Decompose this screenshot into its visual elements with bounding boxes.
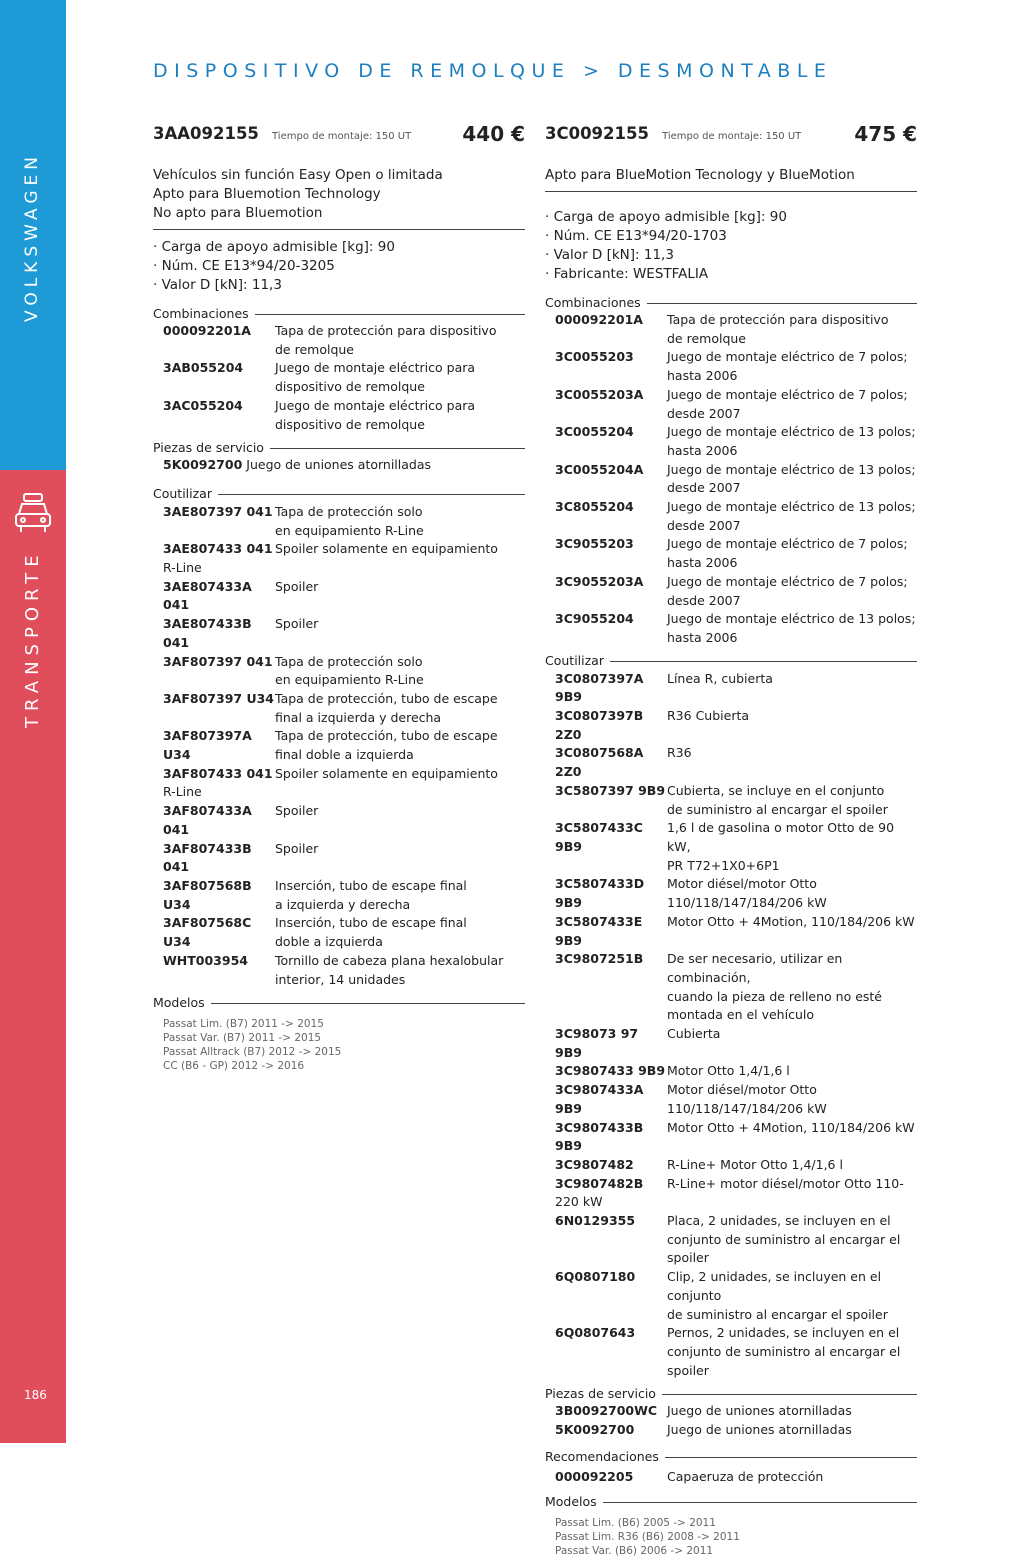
list-item [545, 1119, 917, 1156]
part-desc: Spoiler solamente en equipamiento [275, 765, 498, 781]
part-desc: Motor diésel/motor Otto [667, 1082, 817, 1098]
spec-item: · Valor D [kN]: 11,3 [153, 276, 525, 295]
models-list [153, 1017, 525, 1073]
part-desc: Motor Otto + 4Motion, 110/184/206 kW [667, 913, 915, 929]
part-number: 3C0807397A 9B9 [555, 670, 644, 705]
list-item [153, 952, 525, 989]
spec-item: · Fabricante: WESTFALIA [545, 265, 917, 284]
list-item [545, 1062, 917, 1081]
part-number: 5K0092700 [163, 457, 243, 473]
section-recomendaciones [545, 1448, 917, 1466]
part-desc: Juego de uniones atornilladas [246, 457, 432, 473]
list-item [545, 1421, 917, 1440]
divider [545, 191, 917, 192]
part-number: 3C9807433B 9B9 [555, 1119, 644, 1154]
list-item [545, 461, 917, 498]
part-desc: desde 2007 [667, 405, 741, 421]
product-description [545, 166, 917, 185]
part-number: 3C5807433D 9B9 [555, 876, 645, 911]
part-number: 3C9807433A 9B9 [555, 1082, 644, 1116]
model-item: Passat Lim. R36 (B6) 2008 -> 2011 [555, 1531, 740, 1544]
part-number: 3C9807482B [555, 1175, 644, 1191]
part-number: 3AF807433 041 [163, 765, 273, 781]
list-item [153, 653, 525, 690]
section-label: Combinaciones [153, 305, 249, 321]
list-item [153, 840, 525, 877]
part-number: 3AF807397A U34 [163, 728, 252, 763]
model-item: Passat Lim. (B6) 2005 -> 2011 [555, 1517, 716, 1530]
product-code: 3AA092155 [153, 124, 259, 143]
section-modelos [545, 1492, 917, 1510]
list-item [545, 819, 917, 875]
section-label: Coutilizar [545, 653, 604, 669]
list-item [153, 540, 525, 559]
list-item [545, 1212, 917, 1268]
spec-item: · Núm. CE E13*94/20-3205 [153, 257, 525, 276]
list-item [545, 1468, 917, 1487]
combinaciones-list [153, 322, 525, 434]
list-item [545, 1324, 917, 1380]
part-desc: final doble a izquierda [275, 747, 414, 763]
recomendaciones-list [545, 1468, 917, 1487]
part-number: 3C0055204A [555, 461, 644, 477]
part-desc: Juego de montaje eléctrico de 13 polos; [667, 424, 916, 440]
part-desc: R36 Cubierta [667, 708, 750, 724]
part-desc: De ser necesario, utilizar en combinación, [667, 951, 843, 985]
spec-item: · Núm. CE E13*94/20-1703 [545, 227, 917, 246]
part-desc: Juego de montaje eléctrico de 7 polos; [667, 349, 908, 365]
part-number: 3B0092700WC [555, 1403, 658, 1419]
spec-list [545, 208, 917, 284]
part-number: WHT003954 [163, 952, 248, 968]
part-desc: Placa, 2 unidades, se incluyen en el [667, 1213, 891, 1229]
part-desc: Inserción, tubo de escape final [275, 915, 467, 931]
list-item [545, 707, 917, 744]
page-title: DISPOSITIVO DE REMOLQUE > DESMONTABLE [153, 60, 833, 82]
part-number: 3AF807568B U34 [163, 877, 252, 912]
part-desc: Tapa de protección, tubo de escape [275, 728, 498, 744]
part-number: 3C0055204 [555, 424, 634, 440]
part-desc: Spoiler [275, 803, 319, 819]
list-item [545, 950, 917, 1025]
part-desc: R-Line+ Motor Otto 1,4/1,6 l [667, 1156, 843, 1172]
model-item: Passat Lim. (B7) 2011 -> 2015 [163, 1018, 324, 1031]
part-desc: Pernos, 2 unidades, se incluyen en el [667, 1325, 900, 1341]
part-desc: en equipamiento R-Line [275, 522, 424, 538]
part-desc: Tapa de protección solo [275, 503, 423, 519]
part-number: 6Q0807180 [555, 1269, 636, 1285]
section-label: Modelos [153, 994, 205, 1010]
product-header [153, 124, 525, 150]
part-desc: R-Line+ motor diésel/motor Otto 110- [667, 1175, 904, 1191]
list-item [153, 503, 525, 540]
part-desc: Tapa de protección solo [275, 653, 423, 669]
part-number: 3AF807397 041 [163, 653, 273, 669]
part-desc: Juego de montaje eléctrico para [275, 397, 476, 413]
piezas-list [545, 1402, 917, 1439]
models-list [545, 1516, 917, 1558]
part-number: 3AF807397 U34 [163, 690, 274, 706]
product-code: 3C0092155 [545, 124, 649, 143]
part-desc: Motor Otto 1,4/1,6 l [667, 1063, 790, 1079]
list-item [545, 1025, 917, 1062]
part-desc: Spoiler solamente en equipamiento [275, 541, 498, 557]
part-desc: Juego de montaje eléctrico de 7 polos; [667, 536, 908, 552]
model-item: CC (B6 - GP) 2012 -> 2016 [163, 1060, 305, 1073]
section-label: Coutilizar [153, 486, 212, 502]
section-coutilizar [545, 652, 917, 670]
part-desc: Tapa de protección para dispositivo [275, 323, 497, 338]
part-number: 5K0092700 [555, 1422, 635, 1438]
part-desc: Tapa de protección para dispositivo [667, 312, 889, 327]
part-desc: cuando la pieza de relleno no esté [667, 988, 883, 1004]
part-desc: Juego de montaje eléctrico de 13 polos; [667, 499, 916, 515]
part-number: 3AE807433 041 [163, 541, 273, 557]
part-desc: Línea R, cubierta [667, 670, 773, 686]
list-item [545, 744, 917, 781]
part-desc: interior, 14 unidades [275, 971, 406, 987]
list-item [545, 573, 917, 610]
part-desc: de suministro al encargar el spoiler [667, 1306, 888, 1322]
model-item: Passat Alltrack (B7) 2012 -> 2015 [163, 1046, 342, 1059]
list-item [153, 578, 525, 615]
car-icon [13, 492, 53, 542]
spec-item: · Carga de apoyo admisible [kg]: 90 [545, 208, 917, 227]
part-desc: hasta 2006 [667, 368, 738, 384]
part-desc: hasta 2006 [667, 555, 738, 571]
list-item [545, 1175, 917, 1194]
part-desc: doble a izquierda [275, 934, 383, 950]
product-3C0092155 [545, 124, 917, 1558]
part-desc-wrap: 220 kW [555, 1194, 603, 1210]
section-modelos [153, 993, 525, 1011]
list-item [545, 535, 917, 572]
spec-list [153, 238, 525, 295]
part-number: 3AE807433B 041 [163, 616, 252, 650]
part-number: 3AF807433B 041 [163, 840, 252, 875]
part-number: 3C8055204 [555, 499, 634, 515]
product-price: 440 € [462, 122, 525, 146]
section-piezas [153, 438, 525, 456]
part-desc-wrap: R-Line [163, 560, 202, 576]
part-number: 3C5807433E 9B9 [555, 913, 643, 948]
model-item: Passat Var. (B7) 2011 -> 2015 [163, 1032, 322, 1045]
section-piezas [545, 1384, 917, 1402]
part-desc: Cubierta [667, 1026, 721, 1042]
part-number: 3AE807433A 041 [163, 578, 252, 613]
part-desc-wrap: R-Line [163, 784, 202, 800]
part-desc: Spoiler [275, 840, 319, 856]
list-item [153, 877, 525, 914]
part-desc: conjunto de suministro al encargar el spoiler [667, 1231, 901, 1266]
list-item [545, 1268, 917, 1324]
spec-item: · Valor D [kN]: 11,3 [545, 246, 917, 265]
section-coutilizar [153, 485, 525, 503]
part-number: 6N0129355 [555, 1213, 636, 1229]
part-number: 3C98073 97 9B9 [555, 1026, 639, 1060]
part-desc: 110/118/147/184/206 kW [667, 1100, 827, 1116]
list-item [545, 875, 917, 912]
part-number: 3C0807568A 2Z0 [555, 745, 644, 780]
part-desc: Juego de montaje eléctrico de 7 polos; [667, 386, 908, 402]
part-number: 6Q0807643 [555, 1325, 636, 1341]
part-desc: Tapa de protección, tubo de escape [275, 690, 498, 706]
part-desc: hasta 2006 [667, 442, 738, 458]
list-item [545, 423, 917, 460]
part-number: 3AB055204 [163, 360, 244, 376]
product-3AA092155 [153, 124, 525, 1073]
part-number: 3C5807433C 9B9 [555, 820, 643, 854]
part-desc: montada en el vehículo [667, 1007, 814, 1023]
part-number: 3C9807482 [555, 1156, 634, 1172]
sidebar-brand: VOLKSWAGEN [22, 152, 42, 322]
list-item [153, 802, 525, 839]
section-label: Combinaciones [545, 294, 641, 310]
model-item: Passat Var. (B6) 2006 -> 2011 [555, 1545, 714, 1558]
part-number: 3C9807433 9B9 [555, 1063, 666, 1079]
mounting-time: Tiempo de montaje: 150 UT [662, 131, 802, 142]
part-number: 3C9055203A [555, 573, 644, 589]
list-item [153, 397, 525, 434]
part-desc: conjunto de suministro al encargar el spoiler [667, 1343, 901, 1378]
list-item [545, 311, 917, 348]
description-line: Apto para BlueMotion Tecnology y BlueMotion [545, 167, 855, 183]
product-price: 475 € [854, 122, 917, 146]
list-item [153, 322, 525, 359]
description-line: Vehículos sin función Easy Open o limitada [153, 167, 443, 183]
part-desc: de remolque [275, 341, 354, 357]
list-item [545, 1156, 917, 1175]
part-desc: Clip, 2 unidades, se incluyen en el conjunto [667, 1269, 882, 1303]
list-item [153, 359, 525, 396]
part-number: 000092205 [555, 1468, 634, 1484]
coutilizar-list [545, 670, 917, 1381]
part-desc: final a izquierda y derecha [275, 709, 442, 725]
part-desc: Motor Otto + 4Motion, 110/184/206 kW [667, 1119, 915, 1135]
coutilizar-list [153, 503, 525, 989]
section-label: Modelos [545, 1493, 597, 1509]
part-desc: dispositivo de remolque [275, 416, 425, 432]
part-desc: Juego de montaje eléctrico de 7 polos; [667, 573, 908, 589]
part-number: 3C0807397B 2Z0 [555, 708, 644, 742]
part-desc: 110/118/147/184/206 kW [667, 895, 827, 911]
list-item [545, 386, 917, 423]
divider [153, 229, 525, 230]
section-combinaciones [545, 293, 917, 311]
part-desc: dispositivo de remolque [275, 379, 425, 395]
part-number: 3AF807568C U34 [163, 915, 252, 950]
part-desc: Juego de montaje eléctrico para [275, 360, 476, 376]
part-desc: de remolque [667, 330, 746, 346]
description-line: No apto para Bluemotion [153, 205, 323, 221]
list-item [545, 670, 917, 707]
section-combinaciones [153, 304, 525, 322]
list-item [153, 914, 525, 951]
part-desc: Tornillo de cabeza plana hexalobular [275, 952, 504, 968]
section-label: Recomendaciones [545, 1449, 659, 1465]
part-desc: Spoiler [275, 616, 319, 632]
section-label: Piezas de servicio [545, 1385, 656, 1401]
page-number: 186 [24, 1388, 47, 1402]
section-label: Piezas de servicio [153, 439, 264, 455]
part-desc: Cubierta, se incluye en el conjunto [667, 782, 885, 798]
part-number: 3AC055204 [163, 397, 243, 413]
list-item [545, 348, 917, 385]
list-item [545, 610, 917, 647]
list-item [153, 456, 525, 475]
list-item [545, 913, 917, 950]
part-desc: R36 [667, 745, 692, 761]
list-item [153, 727, 525, 764]
part-desc: 1,6 l de gasolina o motor Otto de 90 kW, [667, 820, 895, 854]
part-number: 3C0055203 [555, 349, 634, 365]
part-number: 000092201A [163, 323, 251, 338]
list-item [153, 615, 525, 652]
part-desc: Juego de montaje eléctrico de 13 polos; [667, 611, 916, 627]
sidebar-section: TRANSPORTE [22, 549, 43, 728]
part-desc: Spoiler [275, 578, 319, 594]
product-header [545, 124, 917, 150]
part-number: 3C9055204 [555, 611, 634, 627]
part-desc: de suministro al encargar el spoiler [667, 801, 888, 817]
part-desc: Juego de uniones atornilladas [667, 1403, 852, 1419]
part-desc: Motor diésel/motor Otto [667, 876, 817, 892]
part-number: 3AF807433A 041 [163, 803, 252, 837]
part-desc: PR T72+1X0+6P1 [667, 857, 780, 873]
combinaciones-list [545, 311, 917, 648]
part-desc: desde 2007 [667, 592, 741, 608]
list-item [545, 1402, 917, 1421]
part-desc: a izquierda y derecha [275, 896, 411, 912]
list-item [153, 690, 525, 727]
part-desc: Capaeruza de protección [667, 1468, 824, 1484]
part-number: 000092201A [555, 312, 643, 327]
part-desc: Juego de uniones atornilladas [667, 1422, 852, 1438]
description-line: Apto para Bluemotion Technology [153, 186, 381, 202]
part-number: 3C5807397 9B9 [555, 782, 666, 798]
spec-item: · Carga de apoyo admisible [kg]: 90 [153, 238, 525, 257]
list-item [545, 1081, 917, 1118]
part-desc: Inserción, tubo de escape final [275, 877, 467, 893]
part-desc: en equipamiento R-Line [275, 672, 424, 688]
part-desc: Juego de montaje eléctrico de 13 polos; [667, 461, 916, 477]
part-desc: desde 2007 [667, 517, 741, 533]
part-number: 3C9807251B [555, 951, 644, 967]
list-item [153, 765, 525, 784]
list-item [545, 782, 917, 819]
part-desc: hasta 2006 [667, 629, 738, 645]
part-number: 3C0055203A [555, 386, 644, 402]
part-desc: desde 2007 [667, 480, 741, 496]
part-number: 3AE807397 041 [163, 503, 273, 519]
product-description [153, 166, 525, 223]
part-number: 3C9055203 [555, 536, 634, 552]
mounting-time: Tiempo de montaje: 150 UT [272, 131, 412, 142]
list-item [545, 498, 917, 535]
